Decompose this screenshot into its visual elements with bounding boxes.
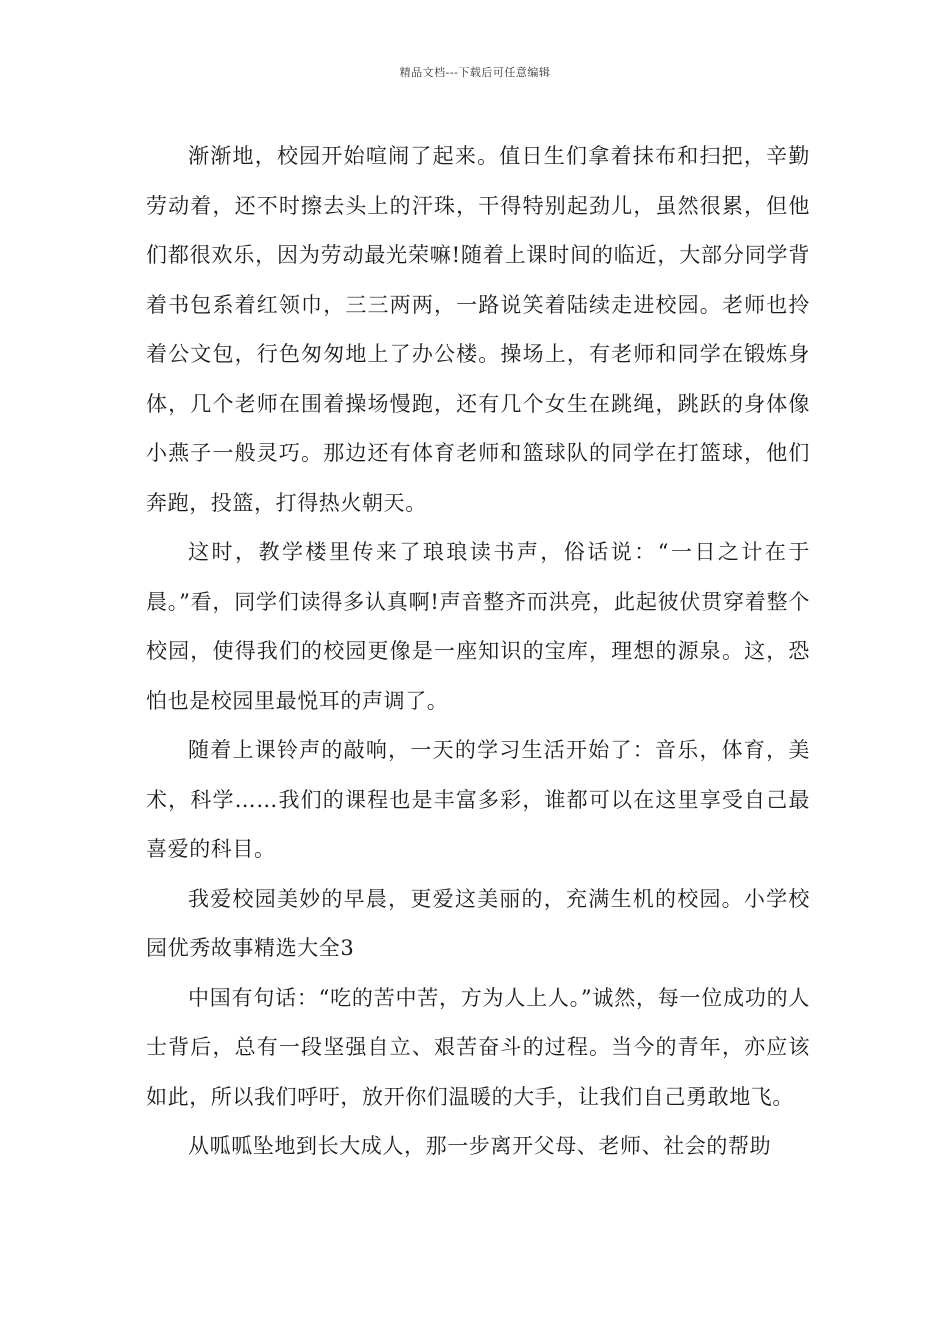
paragraph-4: 我爱校园美妙的早晨，更爱这美丽的，充满生机的校园。小学校园优秀故事精选大全3 [146,886,810,960]
paragraph-2: 这时，教学楼里传来了琅琅读书声，俗话说：“一日之计在于晨。”看，同学们读得多认真啊!声音整齐而洪亮，此起彼伏贯穿着整个校园，使得我们的校园更像是一座知识的宝库，理想的源泉。这，恐怕也是校园里最悦耳的声调了。 [146,540,810,713]
paragraph-5: 中国有句话：“吃的苦中苦，方为人上人。”诚然，每一位成功的人士背后，总有一段坚强自立、艰苦奋斗的过程。当今的青年，亦应该如此，所以我们呼吁，放开你们温暖的大手，让我们自己勇敢地飞。 [146,985,810,1109]
paragraph-3: 随着上课铃声的敲响，一天的学习生活开始了：音乐，体育，美术，科学……我们的课程也是丰富多彩，谁都可以在这里享受自己最喜爱的科目。 [146,738,810,861]
paragraph-6: 从呱呱坠地到长大成人，那一步离开父母、老师、社会的帮助 [188,1134,772,1158]
page-header: 精品文档---下载后可任意编辑 [399,66,551,79]
paragraph-1: 渐渐地，校园开始喧闹了起来。值日生们拿着抹布和扫把，辛勤劳动着，还不时擦去头上的汗珠，干得特别起劲儿，虽然很累，但他们都很欢乐，因为劳动最光荣嘛!随着上课时间的临近，大部分同学背着书包系着红领巾，三三两两，一路说笑着陆续走进校园。老师也拎着公文包，行色匆匆地上了办公楼。操场上，有老师和同学在锻炼身体，几个老师在围着操场慢跑，还有几个女生在跳绳，跳跃的身体像小燕子一般灵巧。那边还有体育老师和篮球队的同学在打篮球，他们奔跑，投篮，打得热火朝天。 [146,144,810,515]
document-body [146,132,810,1172]
